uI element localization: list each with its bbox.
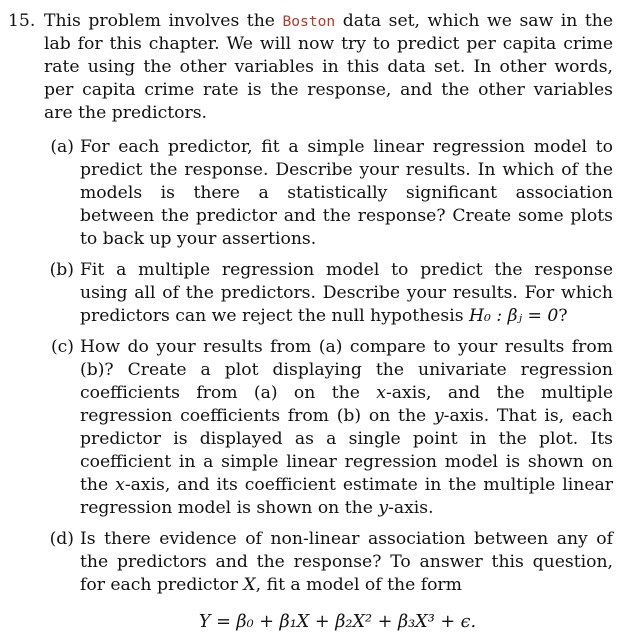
part-d-after: , fit a model of the form [255,575,462,595]
part-b [44,259,613,328]
problem-15 [8,10,613,634]
problem-number: 15. [8,11,36,31]
problem-intro [44,10,613,125]
part-label: (a) [50,137,74,157]
part-b-after: ? [558,306,568,326]
part-text: For each predictor, fit a simple linear regression model to predict the response. Describe your results. In which of the models is there a statistically significant association between the predictor and the response? Create some plots to back up your assertions. [80,137,613,249]
part-c-text-5: -axis. [388,498,434,518]
intro-after: data set, which we saw in the lab for this chapter. We will now try to predict per capita crime rate using the other variables in this data set. In other words, per capita crime rate is the response, and the other variables are the predictors. [44,11,613,123]
formula-text: Y = β₀ + β₁X + β₂X² + β₃X³ + ϵ. [198,612,477,632]
part-d [44,528,613,597]
part-text [80,259,613,328]
dataset-name: Boston [282,13,336,30]
y-axis-symbol: y [433,406,444,426]
problem-body [44,10,613,634]
part-c-text-2: -axis, and the multiple regression coefficients from (b) on the [80,383,613,426]
part-label: (b) [49,260,74,280]
predictor-symbol: X [243,575,256,595]
parts-list [44,136,613,597]
x-axis-symbol: x [376,383,386,403]
part-c-text-1: How do your results from (a) compare to your results from (b)? Create a plot displaying the univariate regression coefficients from (a) on the [80,337,613,403]
part-c [44,336,613,520]
part-a [44,136,613,251]
y-axis-symbol: y [378,498,389,518]
part-b-before: Fit a multiple regression model to predict the response using all of the predictors. Describe your results. For which predictors can we reject the null hypothesis [80,260,613,326]
part-label: (c) [50,337,74,357]
part-label: (d) [49,529,74,549]
null-hypothesis: H₀ : βⱼ = 0 [469,306,559,326]
intro-before: This problem involves the [44,11,283,31]
part-text [80,336,613,520]
part-c-text-4: -axis, and its coefficient estimate in the multiple linear regression model is shown on the [80,475,613,518]
part-text [80,528,613,597]
part-d-before: Is there evidence of non-linear association between any of the predictors and the response? To answer this question, for each predictor [80,529,613,595]
cubic-model-formula [44,610,613,634]
part-c-text-3: -axis. That is, each predictor is displayed as a single point in the plot. Its coefficient in a simple linear regression model is shown on the [80,406,613,495]
x-axis-symbol: x [115,475,125,495]
